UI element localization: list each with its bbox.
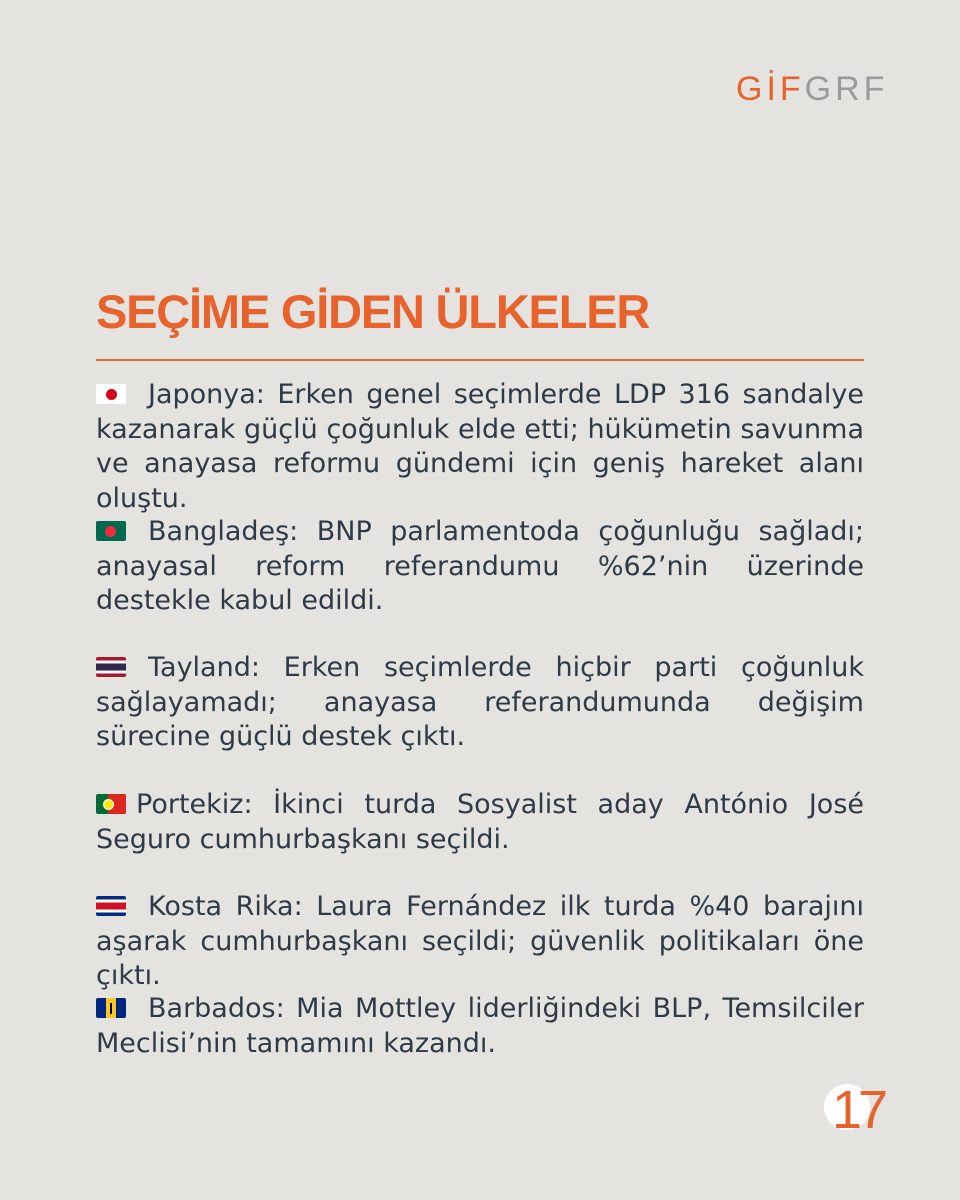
brand-logo — [736, 70, 888, 109]
entry-text-japan: Japonya: Erken genel seçimlerde LDP 316 sandalye kazanarak güçlü çoğunluk elde etti; hükümetin savunma ve anayasa reformu gündemi için geniş hareket alanı oluştu. — [96, 379, 864, 514]
japan-flag-icon — [96, 384, 126, 404]
logo-orange-part: GİF — [736, 70, 805, 108]
country-entry-portugal — [96, 788, 864, 857]
title-divider — [96, 359, 864, 361]
country-entry-thailand — [96, 651, 864, 755]
entry-text-portugal: Portekiz: İkinci turda Sosyalist aday António José Seguro cumhurbaşkanı seçildi. — [96, 789, 864, 855]
country-entry-costa-rica — [96, 890, 864, 994]
country-entry-japan — [96, 378, 864, 516]
page-title: SEÇİME GİDEN ÜLKELER — [96, 285, 650, 338]
entry-text-thailand: Tayland: Erken seçimlerde hiçbir parti çoğunluk sağlayamadı; anayasa referandumunda değişim sürecine güçlü destek çıktı. — [96, 652, 864, 752]
country-entry-barbados — [96, 992, 864, 1061]
bangladesh-flag-icon — [96, 521, 126, 541]
entry-text-barbados: Barbados: Mia Mottley liderliğindeki BLP, Temsilciler Meclisi’nin tamamını kazandı. — [96, 993, 864, 1059]
thailand-flag-icon — [96, 657, 126, 677]
page-number-badge — [824, 1078, 884, 1138]
portugal-flag-icon — [96, 794, 126, 814]
barbados-flag-icon — [96, 998, 126, 1018]
page-number: 17 — [832, 1080, 885, 1140]
logo-gray-part: GRF — [804, 70, 889, 108]
entry-text-costa-rica: Kosta Rika: Laura Fernández ilk turda %40 barajını aşarak cumhurbaşkanı seçildi; güvenlik politikaları öne çıktı. — [96, 891, 864, 991]
costa-rica-flag-icon — [96, 896, 126, 916]
entry-text-bangladesh: Bangladeş: BNP parlamentoda çoğunluğu sağladı; anayasal reform referandumu %62’nin üzerinde destekle kabul edildi. — [96, 516, 864, 616]
country-entry-bangladesh — [96, 515, 864, 619]
